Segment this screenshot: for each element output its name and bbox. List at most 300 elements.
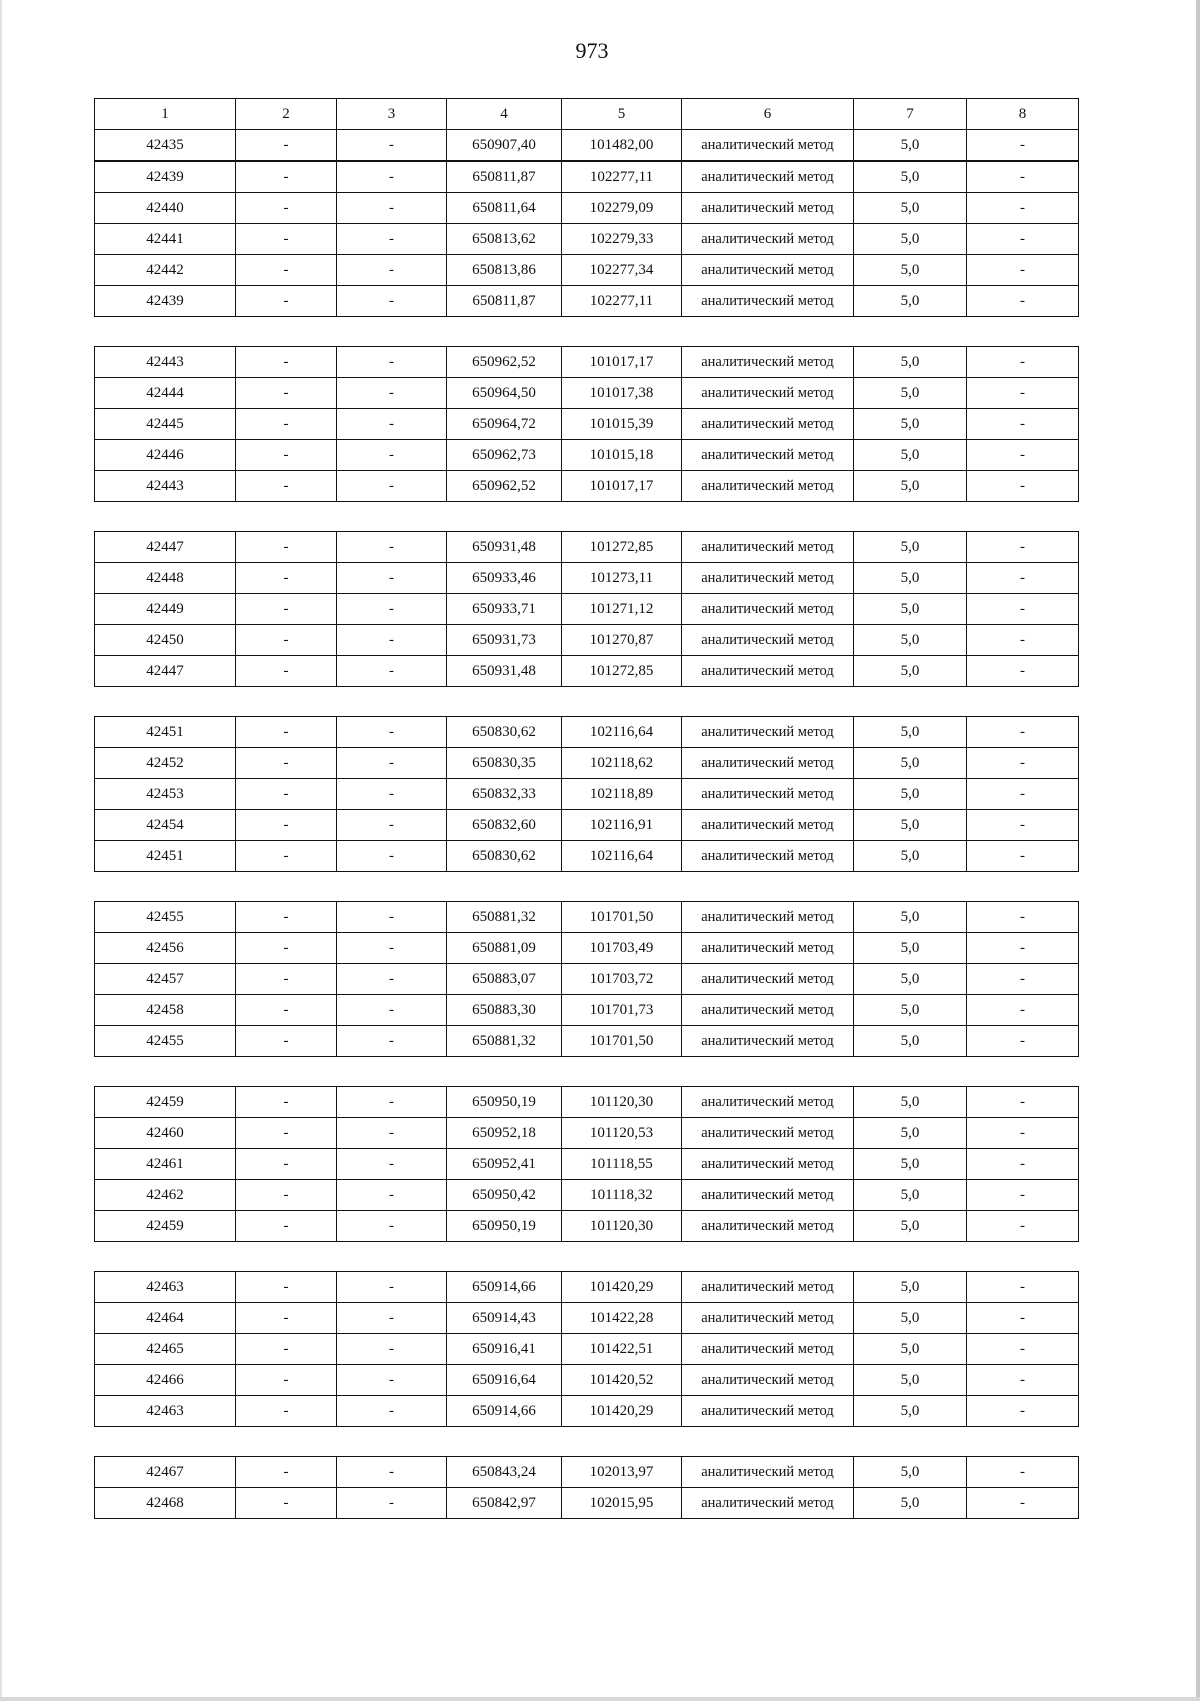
point-number-cell: 42463 xyxy=(95,1396,236,1427)
table-cell: - xyxy=(236,255,337,286)
table-row xyxy=(95,656,1079,687)
accuracy-cell: 5,0 xyxy=(854,1334,967,1365)
method-cell: аналитический метод xyxy=(682,656,854,687)
table-cell: - xyxy=(236,1118,337,1149)
method-cell: аналитический метод xyxy=(682,409,854,440)
coordinates-table-area xyxy=(94,98,1078,1519)
coordinate-y-cell: 101120,53 xyxy=(562,1118,682,1149)
table-cell: - xyxy=(967,964,1079,995)
contour-block xyxy=(94,531,1078,687)
table-cell: - xyxy=(236,378,337,409)
table-cell: - xyxy=(337,471,447,502)
accuracy-cell: 5,0 xyxy=(854,471,967,502)
coordinate-y-cell: 101420,29 xyxy=(562,1396,682,1427)
table-cell: - xyxy=(967,1303,1079,1334)
table-cell: - xyxy=(337,1365,447,1396)
contour-table xyxy=(94,531,1079,687)
contour-block xyxy=(94,1271,1078,1427)
column-number: 8 xyxy=(967,99,1079,130)
point-number-cell: 42455 xyxy=(95,1026,236,1057)
coordinate-y-cell: 101420,52 xyxy=(562,1365,682,1396)
coordinate-x-cell: 650916,64 xyxy=(447,1365,562,1396)
accuracy-cell: 5,0 xyxy=(854,1180,967,1211)
contour-block xyxy=(94,161,1078,317)
coordinate-x-cell: 650931,48 xyxy=(447,656,562,687)
point-number-cell: 42459 xyxy=(95,1087,236,1118)
table-cell: - xyxy=(337,1272,447,1303)
contour-table xyxy=(94,716,1079,872)
point-number-cell: 42435 xyxy=(95,130,236,161)
table-row xyxy=(95,532,1079,563)
accuracy-cell: 5,0 xyxy=(854,378,967,409)
table-cell: - xyxy=(337,810,447,841)
page-number: 973 xyxy=(575,38,609,63)
coordinate-y-cell: 101272,85 xyxy=(562,656,682,687)
coordinate-y-cell: 101118,32 xyxy=(562,1180,682,1211)
method-cell: аналитический метод xyxy=(682,1365,854,1396)
point-number-cell: 42465 xyxy=(95,1334,236,1365)
table-row xyxy=(95,933,1079,964)
table-cell: - xyxy=(236,1211,337,1242)
method-cell: аналитический метод xyxy=(682,471,854,502)
method-cell: аналитический метод xyxy=(682,810,854,841)
column-number: 1 xyxy=(95,99,236,130)
contour-block xyxy=(94,1456,1078,1519)
table-cell: - xyxy=(236,440,337,471)
coordinate-y-cell: 101701,73 xyxy=(562,995,682,1026)
coordinate-x-cell: 650830,62 xyxy=(447,841,562,872)
table-cell: - xyxy=(967,1118,1079,1149)
column-number: 3 xyxy=(337,99,447,130)
contour-block xyxy=(94,901,1078,1057)
method-cell: аналитический метод xyxy=(682,1026,854,1057)
scan-edge xyxy=(0,1697,1200,1701)
table-row xyxy=(95,625,1079,656)
method-cell: аналитический метод xyxy=(682,130,854,161)
table-cell: - xyxy=(337,255,447,286)
method-cell: аналитический метод xyxy=(682,995,854,1026)
accuracy-cell: 5,0 xyxy=(854,286,967,317)
coordinate-y-cell: 101422,28 xyxy=(562,1303,682,1334)
point-number-cell: 42455 xyxy=(95,902,236,933)
table-cell: - xyxy=(967,933,1079,964)
method-cell: аналитический метод xyxy=(682,933,854,964)
table-cell: - xyxy=(337,1457,447,1488)
accuracy-cell: 5,0 xyxy=(854,1026,967,1057)
table-cell: - xyxy=(337,779,447,810)
method-cell: аналитический метод xyxy=(682,1087,854,1118)
table-cell: - xyxy=(967,1365,1079,1396)
coordinate-x-cell: 650811,87 xyxy=(447,162,562,193)
contour-table xyxy=(94,161,1079,317)
accuracy-cell: 5,0 xyxy=(854,224,967,255)
method-cell: аналитический метод xyxy=(682,162,854,193)
point-number-cell: 42463 xyxy=(95,1272,236,1303)
point-number-cell: 42464 xyxy=(95,1303,236,1334)
table-cell: - xyxy=(967,902,1079,933)
table-cell: - xyxy=(337,995,447,1026)
header-row xyxy=(95,99,1079,130)
table-cell: - xyxy=(236,779,337,810)
method-cell: аналитический метод xyxy=(682,224,854,255)
coordinate-y-cell: 101422,51 xyxy=(562,1334,682,1365)
table-cell: - xyxy=(967,378,1079,409)
point-number-cell: 42440 xyxy=(95,193,236,224)
table-cell: - xyxy=(337,162,447,193)
point-number-cell: 42458 xyxy=(95,995,236,1026)
coordinate-y-cell: 101120,30 xyxy=(562,1087,682,1118)
coordinate-x-cell: 650881,32 xyxy=(447,1026,562,1057)
coordinate-y-cell: 102118,62 xyxy=(562,748,682,779)
table-row xyxy=(95,1087,1079,1118)
table-cell: - xyxy=(236,1303,337,1334)
method-cell: аналитический метод xyxy=(682,1272,854,1303)
accuracy-cell: 5,0 xyxy=(854,995,967,1026)
coordinate-y-cell: 101015,39 xyxy=(562,409,682,440)
coordinate-y-cell: 102279,09 xyxy=(562,193,682,224)
point-number-cell: 42452 xyxy=(95,748,236,779)
table-row xyxy=(95,964,1079,995)
table-cell: - xyxy=(967,286,1079,317)
table-cell: - xyxy=(967,1149,1079,1180)
table-cell: - xyxy=(236,1334,337,1365)
accuracy-cell: 5,0 xyxy=(854,1149,967,1180)
point-number-cell: 42467 xyxy=(95,1457,236,1488)
point-number-cell: 42461 xyxy=(95,1149,236,1180)
method-cell: аналитический метод xyxy=(682,286,854,317)
coordinate-x-cell: 650931,73 xyxy=(447,625,562,656)
coordinate-x-cell: 650950,42 xyxy=(447,1180,562,1211)
table-cell: - xyxy=(337,717,447,748)
point-number-cell: 42448 xyxy=(95,563,236,594)
table-cell: - xyxy=(236,224,337,255)
table-cell: - xyxy=(236,594,337,625)
coordinate-x-cell: 650916,41 xyxy=(447,1334,562,1365)
table-cell: - xyxy=(236,1087,337,1118)
table-cell: - xyxy=(967,532,1079,563)
method-cell: аналитический метод xyxy=(682,1118,854,1149)
table-row xyxy=(95,378,1079,409)
table-row xyxy=(95,1334,1079,1365)
point-number-cell: 42449 xyxy=(95,594,236,625)
method-cell: аналитический метод xyxy=(682,440,854,471)
method-cell: аналитический метод xyxy=(682,532,854,563)
coordinate-y-cell: 101015,18 xyxy=(562,440,682,471)
table-cell: - xyxy=(337,286,447,317)
coordinate-x-cell: 650950,19 xyxy=(447,1211,562,1242)
table-cell: - xyxy=(967,224,1079,255)
coordinate-x-cell: 650952,18 xyxy=(447,1118,562,1149)
method-cell: аналитический метод xyxy=(682,594,854,625)
table-row xyxy=(95,995,1079,1026)
table-cell: - xyxy=(967,1087,1079,1118)
table-cell: - xyxy=(967,347,1079,378)
point-number-cell: 42443 xyxy=(95,471,236,502)
accuracy-cell: 5,0 xyxy=(854,563,967,594)
table-cell: - xyxy=(967,810,1079,841)
table-cell: - xyxy=(337,748,447,779)
method-cell: аналитический метод xyxy=(682,964,854,995)
coordinate-x-cell: 650914,43 xyxy=(447,1303,562,1334)
table-cell: - xyxy=(337,409,447,440)
table-cell: - xyxy=(337,440,447,471)
table-cell: - xyxy=(967,1396,1079,1427)
table-cell: - xyxy=(967,748,1079,779)
point-number-cell: 42459 xyxy=(95,1211,236,1242)
contour-blocks xyxy=(94,161,1078,1519)
coordinate-y-cell: 102015,95 xyxy=(562,1488,682,1519)
table-row xyxy=(95,1180,1079,1211)
table-cell: - xyxy=(337,841,447,872)
table-cell: - xyxy=(236,286,337,317)
column-number: 4 xyxy=(447,99,562,130)
table-cell: - xyxy=(236,563,337,594)
coordinate-y-cell: 102116,91 xyxy=(562,810,682,841)
table-cell: - xyxy=(236,471,337,502)
point-number-cell: 42445 xyxy=(95,409,236,440)
table-cell: - xyxy=(967,625,1079,656)
table-cell: - xyxy=(236,1180,337,1211)
contour-block xyxy=(94,346,1078,502)
table-row xyxy=(95,563,1079,594)
method-cell: аналитический метод xyxy=(682,1457,854,1488)
coordinate-x-cell: 650842,97 xyxy=(447,1488,562,1519)
table-cell: - xyxy=(967,1180,1079,1211)
table-cell: - xyxy=(337,378,447,409)
method-cell: аналитический метод xyxy=(682,563,854,594)
table-row xyxy=(95,1365,1079,1396)
point-number-cell: 42468 xyxy=(95,1488,236,1519)
table-row xyxy=(95,193,1079,224)
coordinate-y-cell: 102013,97 xyxy=(562,1457,682,1488)
table-row xyxy=(95,440,1079,471)
contour-table xyxy=(94,1271,1079,1427)
accuracy-cell: 5,0 xyxy=(854,1303,967,1334)
accuracy-cell: 5,0 xyxy=(854,1457,967,1488)
method-cell: аналитический метод xyxy=(682,1396,854,1427)
point-number-cell: 42442 xyxy=(95,255,236,286)
method-cell: аналитический метод xyxy=(682,1303,854,1334)
table-cell: - xyxy=(337,1396,447,1427)
scan-edge xyxy=(0,0,2,1701)
coordinate-y-cell: 102116,64 xyxy=(562,717,682,748)
coordinate-y-cell: 101272,85 xyxy=(562,532,682,563)
point-number-cell: 42439 xyxy=(95,162,236,193)
contour-block xyxy=(94,716,1078,872)
scan-edge xyxy=(1196,0,1200,1701)
coordinate-x-cell: 650830,35 xyxy=(447,748,562,779)
method-cell: аналитический метод xyxy=(682,779,854,810)
contour-table xyxy=(94,901,1079,1057)
table-cell: - xyxy=(337,347,447,378)
table-cell: - xyxy=(967,440,1079,471)
table-cell: - xyxy=(337,625,447,656)
coordinate-x-cell: 650811,64 xyxy=(447,193,562,224)
accuracy-cell: 5,0 xyxy=(854,440,967,471)
accuracy-cell: 5,0 xyxy=(854,810,967,841)
table-cell: - xyxy=(967,193,1079,224)
accuracy-cell: 5,0 xyxy=(854,594,967,625)
table-cell: - xyxy=(236,625,337,656)
table-cell: - xyxy=(236,162,337,193)
point-number-cell: 42446 xyxy=(95,440,236,471)
table-cell: - xyxy=(967,841,1079,872)
point-number-cell: 42453 xyxy=(95,779,236,810)
table-row xyxy=(95,717,1079,748)
table-cell: - xyxy=(337,656,447,687)
table-cell: - xyxy=(967,995,1079,1026)
point-number-cell: 42439 xyxy=(95,286,236,317)
coordinate-y-cell: 102277,34 xyxy=(562,255,682,286)
table-cell: - xyxy=(967,471,1079,502)
table-cell: - xyxy=(337,224,447,255)
table-row xyxy=(95,130,1079,161)
coordinate-y-cell: 102118,89 xyxy=(562,779,682,810)
table-row xyxy=(95,1303,1079,1334)
coordinate-y-cell: 101482,00 xyxy=(562,130,682,161)
table-row xyxy=(95,594,1079,625)
accuracy-cell: 5,0 xyxy=(854,1118,967,1149)
table-cell: - xyxy=(337,193,447,224)
table-cell: - xyxy=(967,162,1079,193)
accuracy-cell: 5,0 xyxy=(854,1211,967,1242)
accuracy-cell: 5,0 xyxy=(854,409,967,440)
table-cell: - xyxy=(967,409,1079,440)
accuracy-cell: 5,0 xyxy=(854,1365,967,1396)
coordinate-x-cell: 650952,41 xyxy=(447,1149,562,1180)
table-cell: - xyxy=(967,1334,1079,1365)
table-cell: - xyxy=(337,1087,447,1118)
table-cell: - xyxy=(236,193,337,224)
table-cell: - xyxy=(967,779,1079,810)
table-row xyxy=(95,1026,1079,1057)
table-cell: - xyxy=(337,1488,447,1519)
coordinate-x-cell: 650962,52 xyxy=(447,347,562,378)
table-cell: - xyxy=(236,995,337,1026)
coordinate-x-cell: 650964,50 xyxy=(447,378,562,409)
accuracy-cell: 5,0 xyxy=(854,625,967,656)
coordinate-x-cell: 650950,19 xyxy=(447,1087,562,1118)
coordinate-x-cell: 650907,40 xyxy=(447,130,562,161)
coordinate-y-cell: 101017,17 xyxy=(562,471,682,502)
method-cell: аналитический метод xyxy=(682,1334,854,1365)
table-row xyxy=(95,1488,1079,1519)
coordinate-y-cell: 101701,50 xyxy=(562,902,682,933)
table-cell: - xyxy=(236,810,337,841)
accuracy-cell: 5,0 xyxy=(854,779,967,810)
contour-block xyxy=(94,1086,1078,1242)
coordinate-y-cell: 102279,33 xyxy=(562,224,682,255)
point-number-cell: 42460 xyxy=(95,1118,236,1149)
table-cell: - xyxy=(337,563,447,594)
table-row xyxy=(95,779,1079,810)
table-row xyxy=(95,1457,1079,1488)
coordinate-y-cell: 101703,72 xyxy=(562,964,682,995)
coordinate-y-cell: 101273,11 xyxy=(562,563,682,594)
table-row xyxy=(95,902,1079,933)
coordinate-x-cell: 650830,62 xyxy=(447,717,562,748)
method-cell: аналитический метод xyxy=(682,193,854,224)
point-number-cell: 42456 xyxy=(95,933,236,964)
method-cell: аналитический метод xyxy=(682,625,854,656)
table-cell: - xyxy=(236,1149,337,1180)
table-cell: - xyxy=(967,1211,1079,1242)
table-row xyxy=(95,1272,1079,1303)
table-cell: - xyxy=(236,717,337,748)
table-cell: - xyxy=(337,1211,447,1242)
table-cell: - xyxy=(967,656,1079,687)
table-cell: - xyxy=(337,1180,447,1211)
column-number: 7 xyxy=(854,99,967,130)
table-cell: - xyxy=(967,563,1079,594)
point-number-cell: 42466 xyxy=(95,1365,236,1396)
point-number-cell: 42451 xyxy=(95,841,236,872)
coordinate-x-cell: 650931,48 xyxy=(447,532,562,563)
accuracy-cell: 5,0 xyxy=(854,193,967,224)
table-row xyxy=(95,1396,1079,1427)
coordinate-y-cell: 101703,49 xyxy=(562,933,682,964)
coordinate-x-cell: 650962,73 xyxy=(447,440,562,471)
accuracy-cell: 5,0 xyxy=(854,1488,967,1519)
table-cell: - xyxy=(236,656,337,687)
accuracy-cell: 5,0 xyxy=(854,902,967,933)
coordinate-x-cell: 650883,07 xyxy=(447,964,562,995)
coordinate-y-cell: 102116,64 xyxy=(562,841,682,872)
point-number-cell: 42457 xyxy=(95,964,236,995)
coordinate-x-cell: 650933,71 xyxy=(447,594,562,625)
column-number: 5 xyxy=(562,99,682,130)
table-row xyxy=(95,1211,1079,1242)
table-row xyxy=(95,1118,1079,1149)
table-cell: - xyxy=(337,964,447,995)
point-number-cell: 42443 xyxy=(95,347,236,378)
coordinate-y-cell: 101420,29 xyxy=(562,1272,682,1303)
coordinate-y-cell: 101118,55 xyxy=(562,1149,682,1180)
table-cell: - xyxy=(337,130,447,161)
table-cell: - xyxy=(967,130,1079,161)
coordinate-x-cell: 650832,33 xyxy=(447,779,562,810)
table-cell: - xyxy=(236,409,337,440)
table-cell: - xyxy=(236,748,337,779)
table-row xyxy=(95,1149,1079,1180)
table-cell: - xyxy=(967,1457,1079,1488)
accuracy-cell: 5,0 xyxy=(854,255,967,286)
method-cell: аналитический метод xyxy=(682,1488,854,1519)
header-block xyxy=(94,98,1078,161)
table-cell: - xyxy=(337,532,447,563)
coordinate-y-cell: 101017,38 xyxy=(562,378,682,409)
point-number-cell: 42450 xyxy=(95,625,236,656)
coordinate-y-cell: 101701,50 xyxy=(562,1026,682,1057)
point-number-cell: 42444 xyxy=(95,378,236,409)
table-cell: - xyxy=(236,532,337,563)
table-cell: - xyxy=(337,1026,447,1057)
method-cell: аналитический метод xyxy=(682,841,854,872)
contour-table xyxy=(94,346,1079,502)
table-cell: - xyxy=(236,841,337,872)
method-cell: аналитический метод xyxy=(682,347,854,378)
point-number-cell: 42447 xyxy=(95,532,236,563)
point-number-cell: 42441 xyxy=(95,224,236,255)
table-row xyxy=(95,286,1079,317)
accuracy-cell: 5,0 xyxy=(854,841,967,872)
coordinate-y-cell: 101120,30 xyxy=(562,1211,682,1242)
table-row xyxy=(95,162,1079,193)
coordinate-y-cell: 101271,12 xyxy=(562,594,682,625)
coordinate-y-cell: 102277,11 xyxy=(562,162,682,193)
table-cell: - xyxy=(236,130,337,161)
coordinate-x-cell: 650843,24 xyxy=(447,1457,562,1488)
